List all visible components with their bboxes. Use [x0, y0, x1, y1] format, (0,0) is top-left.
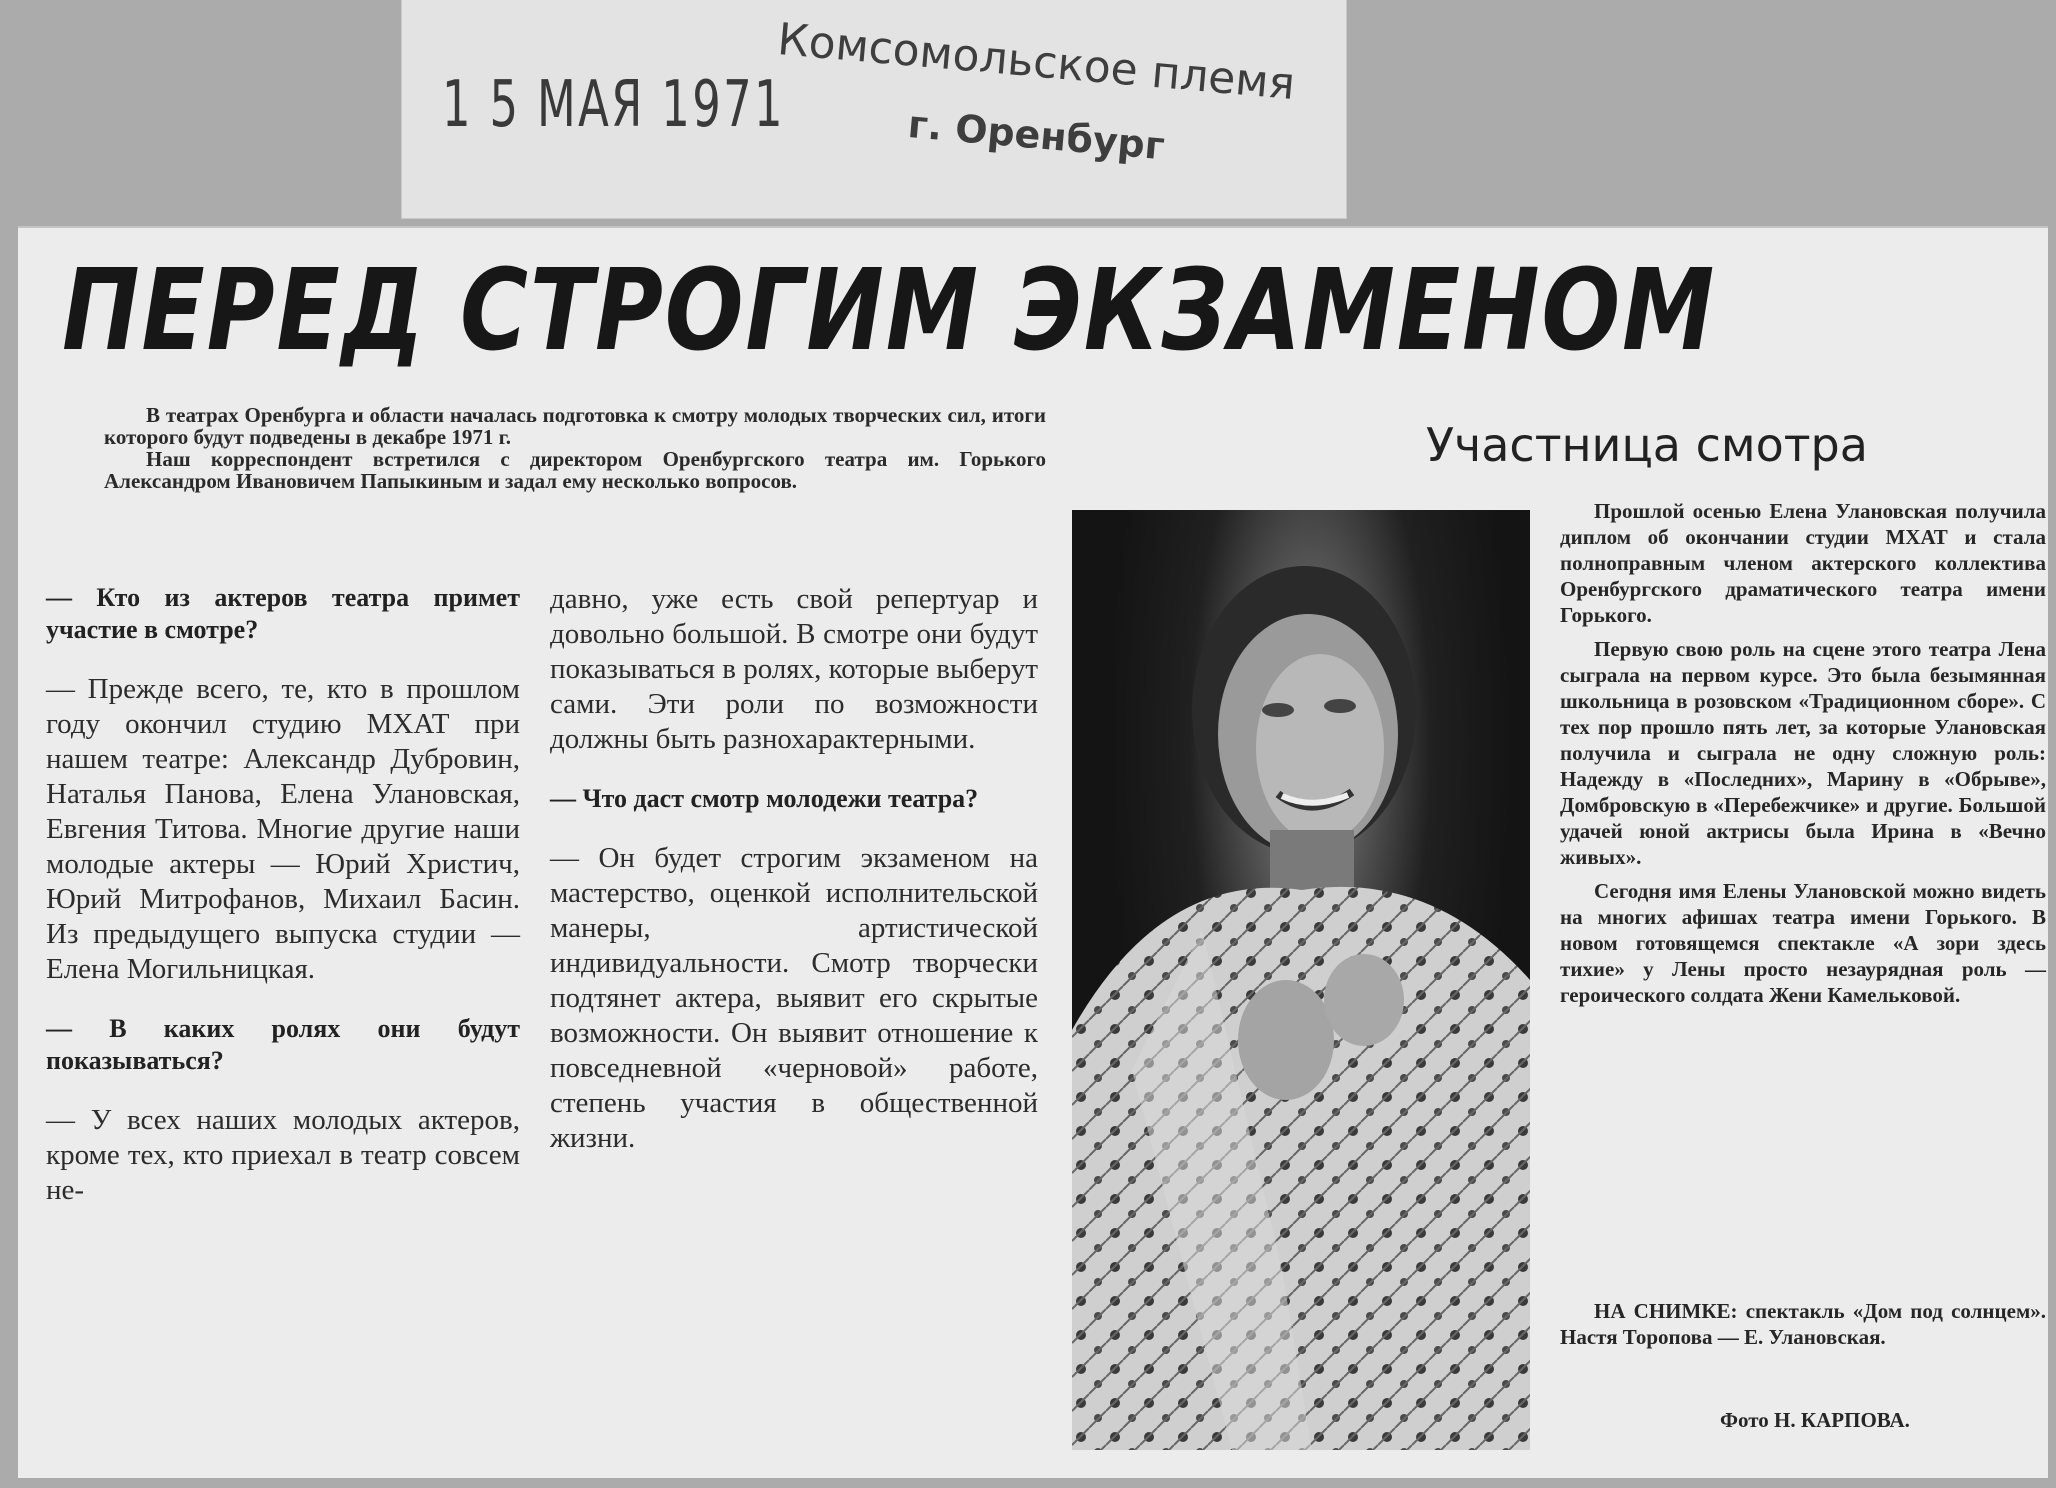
- sidebar-title: Участница смотра: [1426, 418, 1868, 472]
- stamp-date: 1 5 МАЯ 1971: [442, 68, 785, 142]
- sidebar-text: [1560, 498, 2046, 1016]
- photo-caption: НА СНИМКЕ: спектакль «Дом под солнцем». Настя Торопова — Е. Улановская.: [1560, 1299, 2046, 1349]
- actress-photo: [1072, 510, 1530, 1450]
- intro-paragraph: Наш корреспондент встретился с директором Оренбургского театра им. Горького Александром Ивановичем Папыкиным и задал ему несколько вопросов.: [104, 447, 1046, 493]
- sidebar-paragraph: Сегодня имя Елены Улановской можно видеть на многих афишах театра имени Горького. В новом готовящемся спектакле «А зори здесь тихие» у Лены просто незаурядная роль — героического солдата Жени Камельковой.: [1560, 879, 2046, 1007]
- actress-photo-illustration: [1072, 510, 1530, 1450]
- article-headline: ПЕРЕД СТРОГИМ ЭКЗАМЕНОМ: [62, 246, 1717, 376]
- interview-column-1: [46, 582, 520, 1234]
- interview-question: — Кто из актеров театра примет участие в смотре?: [46, 583, 520, 644]
- intro-paragraph: В театрах Оренбурга и области началась подготовка к смотру молодых творческих сил, итоги которого будут подведены в декабре 1971 г.: [104, 403, 1046, 449]
- article-intro: [104, 404, 1046, 492]
- article-clipping: [18, 226, 2048, 1478]
- stamp-newspaper-name: Комсомольское племя: [775, 14, 1298, 111]
- interview-answer: — Он будет строгим экзаменом на мастерство, оценкой исполнительской манеры, артистической индивидуальности. Смотр творчески подтянет актера, выявит его скрытые возможности. Он выявит отношение к повседневной «черновой» работе, степень участия в общественной жизни.: [550, 842, 1038, 1154]
- photo-credit: Фото Н. КАРПОВА.: [1720, 1408, 1910, 1432]
- sidebar-paragraph: Первую свою роль на сцене этого театра Лена сыграла на первом курсе. Это была безымянная школьница в розовском «Традиционном сборе». С тех пор прошло пять лет, за которые Улановская получила и сыграла не одну сложную роль: Надежду в «Последних», Марину в «Обрыве», Домбровскую в «Перебежчике» и другие. Большой удачей юной актрисы была Ирина в «Вечно живых».: [1560, 637, 2046, 869]
- interview-column-2: [550, 582, 1038, 1182]
- interview-question: — Что даст смотр молодежи театра?: [550, 784, 979, 813]
- newspaper-stamp-clipping: [402, 0, 1346, 218]
- interview-answer: — У всех наших молодых актеров, кроме тех, кто приехал в театр совсем не-: [46, 1104, 520, 1206]
- interview-answer: — Прежде всего, те, кто в прошлом году окончил студию МХАТ при нашем театре: Александр Дубровин, Наталья Панова, Елена Улановская, Евгения Титова. Многие другие наши молодые актеры — Юрий Христич, Юрий Митрофанов, Михаил Басин. Из предыдущего выпуска студии — Елена Могильницкая.: [46, 673, 520, 985]
- interview-question: — В каких ролях они будут показываться?: [46, 1014, 520, 1075]
- interview-answer: давно, уже есть свой репертуар и довольно большой. В смотре они будут показываться в ролях, которые выберут сами. Эти роли по возможности должны быть разнохарактерными.: [550, 583, 1038, 755]
- sidebar-paragraph: Прошлой осенью Елена Улановская получила диплом об окончании студии МХАТ и стала полноправным членом актерского коллектива Оренбургского драматического театра имени Горького.: [1560, 499, 2046, 627]
- stamp-city: г. Оренбург: [906, 102, 1167, 169]
